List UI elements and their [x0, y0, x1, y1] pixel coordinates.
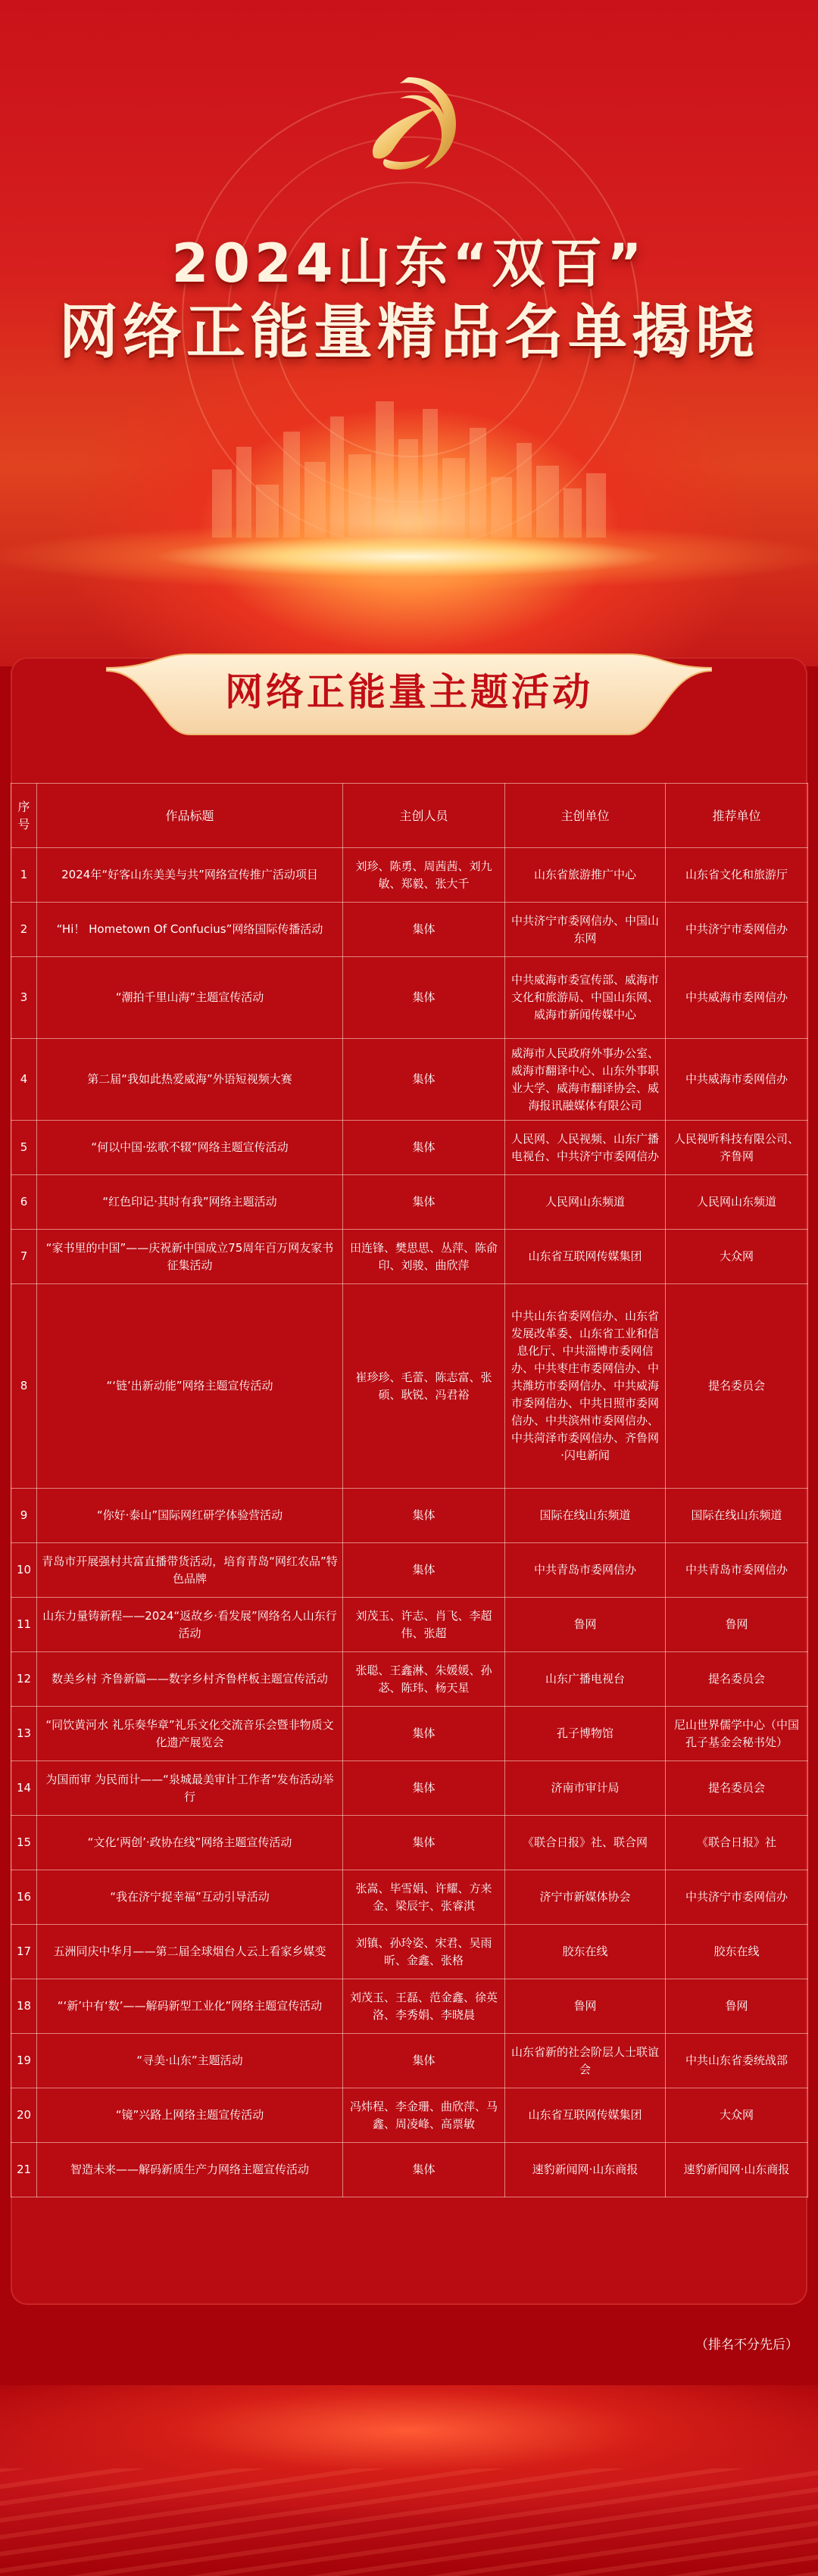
cell-index: 21	[11, 2143, 37, 2197]
main-title-line2: 网络正能量精品名单揭晓	[58, 298, 759, 366]
cell-index: 10	[11, 1543, 37, 1598]
cell-creator-unit: 中共威海市委宣传部、威海市文化和旅游局、中国山东网、威海市新闻传媒中心	[505, 957, 666, 1039]
footer-note: （排名不分先后）	[695, 2337, 798, 2353]
cell-creator-unit: 速豹新闻网·山东商报	[505, 2143, 666, 2197]
cell-creator-unit: 中共济宁市委网信办、中国山东网	[505, 903, 666, 957]
cell-recommender: 国际在线山东频道	[666, 1489, 808, 1543]
cell-index: 14	[11, 1761, 37, 1816]
header-index: 序号	[11, 784, 37, 848]
cell-creator-unit: 鲁网	[505, 1979, 666, 2034]
cell-index: 6	[11, 1175, 37, 1230]
cell-creator-unit: 山东省互联网传媒集团	[505, 1230, 666, 1284]
cell-recommender: 中共威海市委网信办	[666, 957, 808, 1039]
cell-creators: 张嵩、毕雪娟、许耀、方来金、梁辰宇、张睿淇	[343, 1870, 505, 1925]
cell-creator-unit: 中共山东省委网信办、山东省发展改革委、山东省工业和信息化厅、中共淄博市委网信办、中共枣庄市委网信办、中共潍坊市委网信办、中共威海市委网信办、中共日照市委网信办、中共滨州市委网信办、中共菏泽市委网信办、齐鲁网·闪电新闻	[505, 1284, 666, 1489]
cell-index: 4	[11, 1039, 37, 1121]
table-row	[11, 1707, 808, 1761]
cell-recommender: 中共青岛市委网信办	[666, 1543, 808, 1598]
cell-index: 17	[11, 1925, 37, 1979]
main-title-line1: 2024山东“双百”	[171, 232, 647, 295]
cell-creators: 刘珍、陈勇、周茜茜、刘九敏、郑毅、张大千	[343, 848, 505, 903]
cell-recommender: 速豹新闻网·山东商报	[666, 2143, 808, 2197]
cell-title: “同饮黄河水 礼乐奏华章”礼乐文化交流音乐会暨非物质文化遗产展览会	[37, 1707, 343, 1761]
cell-creators: 刘茂玉、王磊、范金鑫、徐英洛、李秀娟、李晓晨	[343, 1979, 505, 2034]
cell-recommender: 人民视听科技有限公司、齐鲁网	[666, 1121, 808, 1175]
header-creators: 主创人员	[343, 784, 505, 848]
cell-creators: 集体	[343, 1761, 505, 1816]
cell-title: “家书里的中国”——庆祝新中国成立75周年百万网友家书征集活动	[37, 1230, 343, 1284]
cell-recommender: 大众网	[666, 2088, 808, 2143]
table-row	[11, 2088, 808, 2143]
cell-index: 9	[11, 1489, 37, 1543]
cell-recommender: 提名委员会	[666, 1652, 808, 1707]
emblem-logo-icon	[354, 70, 464, 179]
cell-creators: 集体	[343, 903, 505, 957]
cell-creators: 集体	[343, 1121, 505, 1175]
cell-title: 五洲同庆中华月——第二届全球烟台人云上看家乡媒变	[37, 1925, 343, 1979]
table-row	[11, 903, 808, 957]
cell-recommender: 大众网	[666, 1230, 808, 1284]
cell-index: 13	[11, 1707, 37, 1761]
cell-title: 为国而审 为民而计——“泉城最美审计工作者”发布活动举行	[37, 1761, 343, 1816]
table-row	[11, 2034, 808, 2088]
cell-creator-unit: 山东省旅游推广中心	[505, 848, 666, 903]
cell-index: 1	[11, 848, 37, 903]
hero-banner	[0, 0, 818, 666]
cell-creator-unit: 国际在线山东频道	[505, 1489, 666, 1543]
cell-creators: 集体	[343, 1707, 505, 1761]
cell-index: 19	[11, 2034, 37, 2088]
cell-creators: 刘镇、孙玲姿、宋君、吴雨昕、金鑫、张格	[343, 1925, 505, 1979]
cell-creators: 集体	[343, 1175, 505, 1230]
bottom-decor	[0, 2385, 818, 2576]
table-row	[11, 1175, 808, 1230]
table-row	[11, 1816, 808, 1870]
cell-recommender: 《联合日报》社	[666, 1816, 808, 1870]
cell-creators: 集体	[343, 1816, 505, 1870]
cell-title: “你好·泰山”国际网红研学体验营活动	[37, 1489, 343, 1543]
table-row	[11, 1489, 808, 1543]
table-row	[11, 1870, 808, 1925]
cell-creator-unit: 《联合日报》社、联合网	[505, 1816, 666, 1870]
table-row	[11, 848, 808, 903]
cell-recommender: 尼山世界儒学中心（中国孔子基金会秘书处）	[666, 1707, 808, 1761]
table-row	[11, 1979, 808, 2034]
header-recommender: 推荐单位	[666, 784, 808, 848]
cell-creators: 集体	[343, 1039, 505, 1121]
activity-table	[11, 783, 808, 2197]
section-title: 网络正能量主题活动	[225, 670, 593, 714]
cell-recommender: 鲁网	[666, 1979, 808, 2034]
cell-creator-unit: 山东广播电视台	[505, 1652, 666, 1707]
cell-title: 2024年“好客山东美美与共”网络宣传推广活动项目	[37, 848, 343, 903]
cell-title: “潮拍千里山海”主题宣传活动	[37, 957, 343, 1039]
cell-index: 18	[11, 1979, 37, 2034]
table-row	[11, 957, 808, 1039]
table-row	[11, 1925, 808, 1979]
cell-creators: 集体	[343, 1543, 505, 1598]
cell-creators: 冯炜程、李金珊、曲欣萍、马鑫、周凌峰、高票敏	[343, 2088, 505, 2143]
table-row	[11, 1543, 808, 1598]
table-row	[11, 1039, 808, 1121]
cell-index: 5	[11, 1121, 37, 1175]
cell-index: 8	[11, 1284, 37, 1489]
cell-recommender: 提名委员会	[666, 1761, 808, 1816]
cell-title: “文化‘两创’·政协在线”网络主题宣传活动	[37, 1816, 343, 1870]
cell-index: 20	[11, 2088, 37, 2143]
cell-index: 2	[11, 903, 37, 957]
table-header-row	[11, 784, 808, 848]
cell-title: “‘链’出新动能”网络主题宣传活动	[37, 1284, 343, 1489]
cell-creators: 田连锋、樊思思、丛萍、陈俞印、刘骏、曲欣萍	[343, 1230, 505, 1284]
cell-title: “Hi！ Hometown Of Confucius”网络国际传播活动	[37, 903, 343, 957]
table-row	[11, 1598, 808, 1652]
cell-index: 15	[11, 1816, 37, 1870]
cell-creators: 刘茂玉、许志、肖飞、李超伟、张超	[343, 1598, 505, 1652]
cell-title: 数美乡村 齐鲁新篇——数字乡村齐鲁样板主题宣传活动	[37, 1652, 343, 1707]
cell-index: 12	[11, 1652, 37, 1707]
cell-title: 山东力量铸新程——2024“返故乡·看发展”网络名人山东行活动	[37, 1598, 343, 1652]
table-row	[11, 1652, 808, 1707]
cell-title: “‘新’中有‘数’——解码新型工业化”网络主题宣传活动	[37, 1979, 343, 2034]
cell-title: “何以中国·弦歌不辍”网络主题宣传活动	[37, 1121, 343, 1175]
cell-recommender: 山东省文化和旅游厅	[666, 848, 808, 903]
cell-title: “我在济宁捉幸福”互动引导活动	[37, 1870, 343, 1925]
table-row	[11, 2143, 808, 2197]
cell-recommender: 中共济宁市委网信办	[666, 903, 808, 957]
cell-title: 青岛市开展强村共富直播带货活动，培育青岛“网红农品”特色品牌	[37, 1543, 343, 1598]
cell-recommender: 鲁网	[666, 1598, 808, 1652]
cell-title: “镜”兴路上网络主题宣传活动	[37, 2088, 343, 2143]
cell-creator-unit: 济宁市新媒体协会	[505, 1870, 666, 1925]
cell-title: 第二届“我如此热爱威海”外语短视频大赛	[37, 1039, 343, 1121]
cell-creators: 崔珍珍、毛蕾、陈志富、张硕、耿锐、冯君裕	[343, 1284, 505, 1489]
cell-creator-unit: 胶东在线	[505, 1925, 666, 1979]
cell-creators: 集体	[343, 1489, 505, 1543]
cell-recommender: 中共济宁市委网信办	[666, 1870, 808, 1925]
cell-index: 7	[11, 1230, 37, 1284]
cell-creator-unit: 鲁网	[505, 1598, 666, 1652]
cell-creator-unit: 孔子博物馆	[505, 1707, 666, 1761]
header-creator-unit: 主创单位	[505, 784, 666, 848]
cell-creators: 张聪、王鑫淋、朱媛媛、孙苾、陈玮、杨天星	[343, 1652, 505, 1707]
table-row	[11, 1284, 808, 1489]
cell-creators: 集体	[343, 2143, 505, 2197]
cell-title: 智造未来——解码新质生产力网络主题宣传活动	[37, 2143, 343, 2197]
city-skyline-decor	[197, 386, 621, 538]
cell-index: 11	[11, 1598, 37, 1652]
cell-creator-unit: 威海市人民政府外事办公室、威海市翻译中心、山东外事职业大学、威海市翻译协会、威海报讯融媒体有限公司	[505, 1039, 666, 1121]
cell-recommender: 中共山东省委统战部	[666, 2034, 808, 2088]
cell-creators: 集体	[343, 957, 505, 1039]
cell-recommender: 人民网山东频道	[666, 1175, 808, 1230]
cell-creator-unit: 济南市审计局	[505, 1761, 666, 1816]
cell-index: 3	[11, 957, 37, 1039]
cell-index: 16	[11, 1870, 37, 1925]
cell-title: “红色印记·其时有我”网络主题活动	[37, 1175, 343, 1230]
header-title: 作品标题	[37, 784, 343, 848]
cell-creator-unit: 山东省互联网传媒集团	[505, 2088, 666, 2143]
cell-creator-unit: 人民网、人民视频、山东广播电视台、中共济宁市委网信办	[505, 1121, 666, 1175]
cell-creators: 集体	[343, 2034, 505, 2088]
cell-creator-unit: 山东省新的社会阶层人士联谊会	[505, 2034, 666, 2088]
table-row	[11, 1761, 808, 1816]
table-row	[11, 1230, 808, 1284]
cell-creator-unit: 中共青岛市委网信办	[505, 1543, 666, 1598]
cell-title: “寻美·山东”主题活动	[37, 2034, 343, 2088]
cell-recommender: 提名委员会	[666, 1284, 808, 1489]
cell-recommender: 中共威海市委网信办	[666, 1039, 808, 1121]
cell-creator-unit: 人民网山东频道	[505, 1175, 666, 1230]
light-beam-decor	[0, 522, 818, 591]
cell-recommender: 胶东在线	[666, 1925, 808, 1979]
table-row	[11, 1121, 808, 1175]
